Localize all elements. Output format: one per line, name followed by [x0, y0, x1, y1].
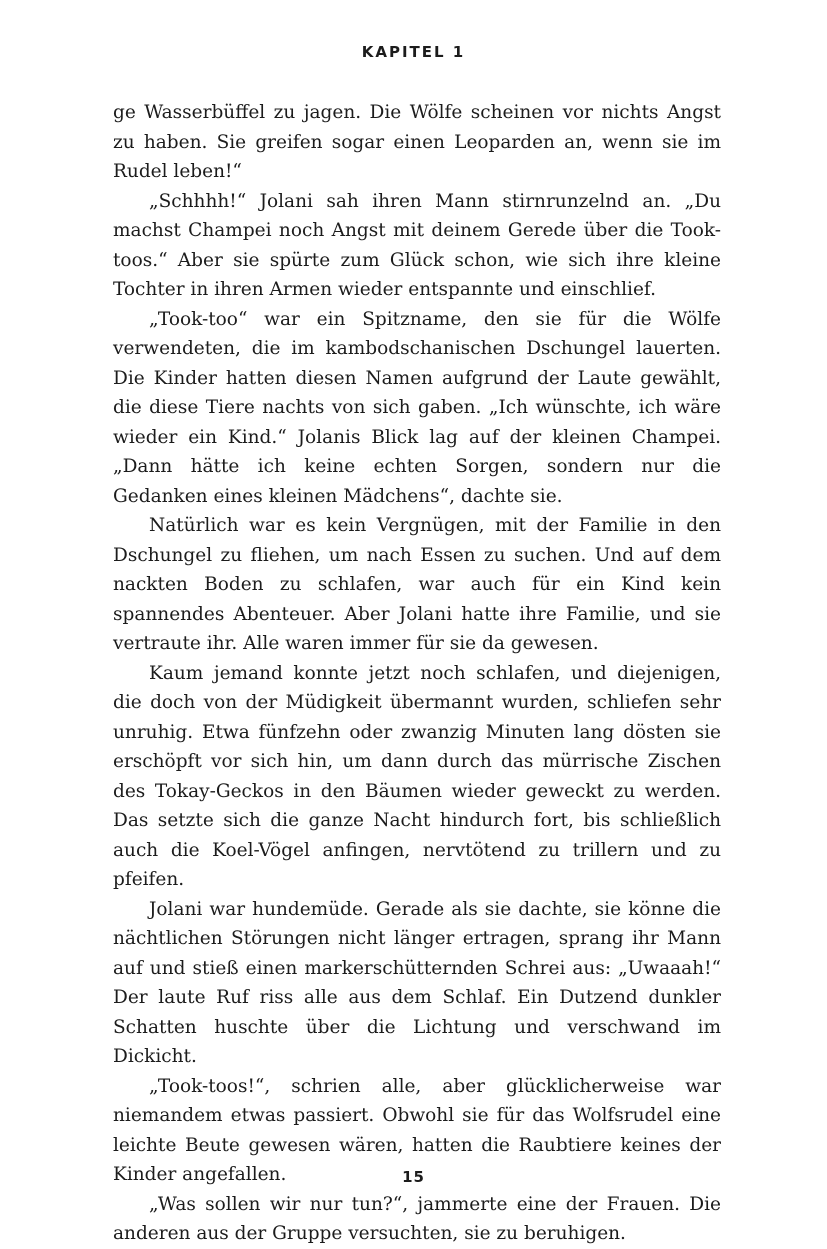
- paragraph: „Took-toos!“, schrien alle, aber glücklicherweise war niemandem etwas passiert. Obwohl sie für das Wolfsrudel eine leichte Beute gewesen wären, hatten die Raubtiere keines der Kinder angefallen.: [113, 1075, 721, 1185]
- paragraph: Jolani war hundemüde. Gerade als sie dachte, sie könne die nächtlichen Störungen nicht länger ertragen, sprang ihr Mann auf und stieß einen markerschütternden Schrei aus: „Uwaaah!“ Der laute Ruf riss alle aus dem Schlaf. Ein Dutzend dunkler Schatten huschte über die Lichtung und verschwand im Dickicht.: [113, 898, 721, 1067]
- paragraph: Kaum jemand konnte jetzt noch schlafen, und diejenigen, die doch von der Müdigkeit übermannt wurden, schliefen sehr unruhig. Etwa fünfzehn oder zwanzig Minuten lang dösten sie erschöpft vor sich hin, um dann durch das mürrische Zischen des Tokay-Geckos in den Bäumen wieder geweckt zu werden. Das setzte sich die ganze Nacht hindurch fort, bis schließlich auch die Koel-Vögel anfingen, nervtötend zu trillern und zu pfeifen.: [113, 662, 721, 890]
- running-head: KAPITEL 1: [361, 43, 466, 61]
- paragraph: ge Wasserbüffel zu jagen. Die Wölfe scheinen vor nichts Angst zu haben. Sie greifen sogar einen Leoparden an, wenn sie im Rudel leben!“: [113, 102, 721, 182]
- paragraph: Natürlich war es kein Vergnügen, mit der Familie in den Dschungel zu fliehen, um nach Essen zu suchen. Und auf dem nackten Boden zu schlafen, war auch für ein Kind kein spannendes Abenteuer. Aber Jolani hatte ihre Familie, und sie vertraute ihr. Alle waren immer für sie da gewesen.: [113, 515, 721, 654]
- page-number: 15: [402, 1168, 425, 1186]
- paragraph: „Was sollen wir nur tun?“, jammerte eine der Frauen. Die anderen aus der Gruppe versuchten, sie zu beruhigen.: [113, 1193, 721, 1244]
- paragraph: „Schhhh!“ Jolani sah ihren Mann stirnrunzelnd an. „Du machst Champei noch Angst mit deinem Gerede über die Took-toos.“ Aber sie spürte zum Glück schon, wie sich ihre kleine Tochter in ihren Armen wieder entspannte und einschlief.: [113, 190, 721, 300]
- body-text: [113, 98, 721, 1249]
- paragraph: „Took-too“ war ein Spitzname, den sie für die Wölfe verwendeten, die im kambodschanischen Dschungel lauerten. Die Kinder hatten diesen Namen aufgrund der Laute gewählt, die diese Tiere nachts von sich gaben. „Ich wünschte, ich wäre wieder ein Kind.“ Jolanis Blick lag auf der kleinen Champei. „Dann hätte ich keine echten Sorgen, sondern nur die Gedanken eines kleinen Mädchens“, dachte sie.: [113, 308, 721, 507]
